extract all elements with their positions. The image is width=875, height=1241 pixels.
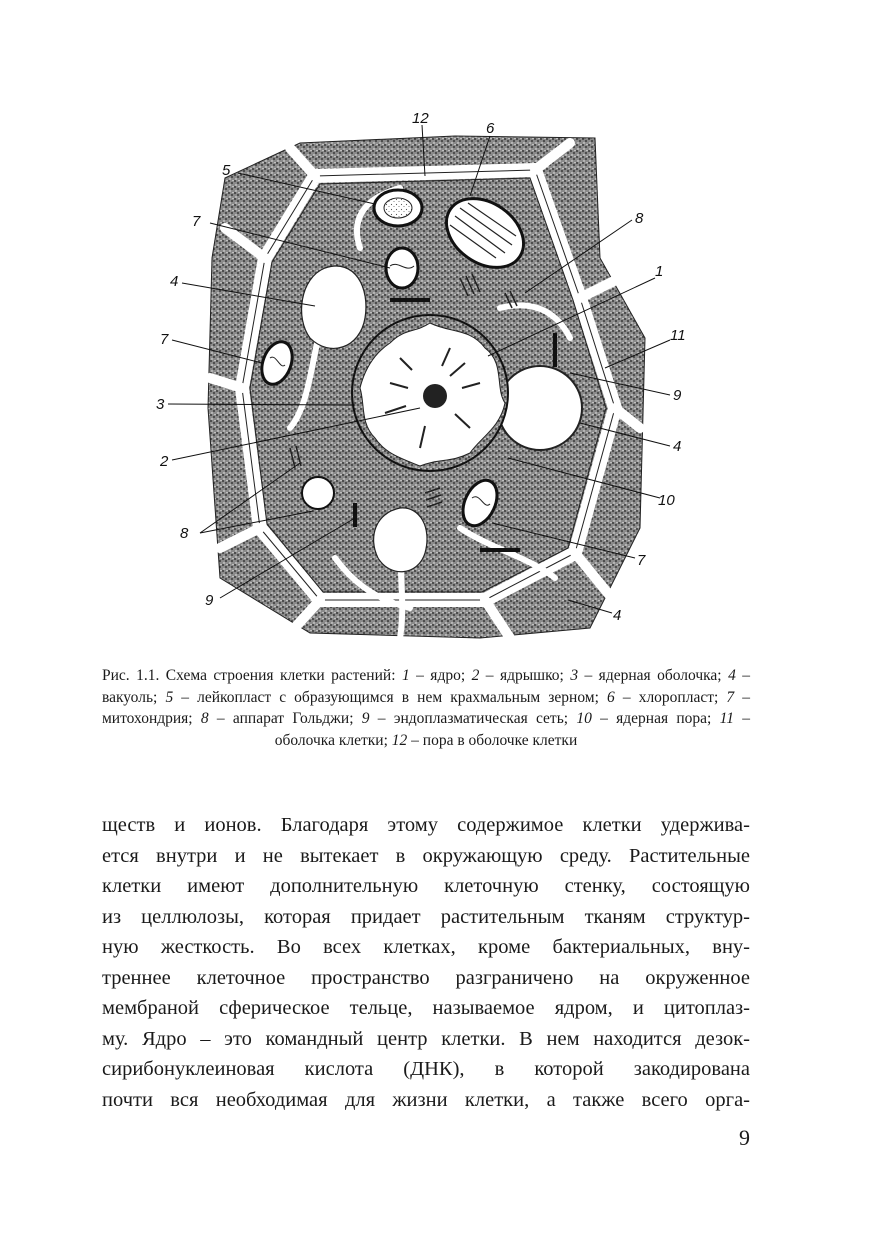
body-line: сирибонуклеиновая кислота (ДНК), в которой закодирована: [102, 1058, 750, 1080]
label-3: 3: [156, 396, 165, 413]
plant-cell-diagram: [150, 108, 710, 653]
label-8-top: 8: [635, 210, 644, 227]
label-10: 10: [658, 492, 675, 509]
caption-item-11: 11 – оболочка клетки;: [274, 710, 751, 749]
label-9-right: 9: [673, 387, 682, 404]
body-line: ществ и ионов. Благодаря этому содержимое клетки удержива-: [102, 814, 750, 836]
plant-cell-svg: [150, 108, 710, 653]
label-4-left: 4: [170, 273, 179, 290]
body-line: ную жесткость. Во всех клетках, кроме бактериальных, вну-: [102, 936, 750, 958]
nucleus: [352, 315, 508, 471]
caption-prefix: Рис. 1.1. Схема строения клетки растений:: [102, 667, 402, 684]
label-7-bottom: 7: [637, 552, 646, 569]
caption-item-3: 3 – ядерная оболочка;: [570, 667, 729, 684]
caption-item-7: 7 – митохондрия;: [102, 688, 751, 727]
caption-item-5: 5 – лейкопласт с образующимся в нем крахмальным зерном;: [165, 688, 607, 706]
label-1: 1: [655, 263, 664, 280]
figure-caption: [102, 665, 750, 751]
body-line: клетки имеют дополнительную клеточную стенку, состоящую: [102, 875, 750, 897]
label-6: 6: [486, 120, 495, 137]
leucoplast: [374, 190, 422, 226]
label-9-bottom: 9: [205, 592, 214, 609]
caption-item-8: 8 – аппарат Гольджи;: [200, 710, 362, 727]
caption-item-12: 12 – пора в оболочке клетки: [391, 731, 578, 749]
label-4-bottom: 4: [613, 607, 622, 624]
label-7-top: 7: [192, 213, 201, 230]
label-8-bottom: 8: [180, 525, 189, 542]
body-line: мембраной сферическое тельце, называемое ядром, и цитоплаз-: [102, 997, 750, 1019]
caption-item-9: 9 – эндоплазматическая сеть;: [361, 710, 577, 727]
body-line: из целлюлозы, которая придает растительным тканям структур-: [102, 905, 750, 928]
body-paragraph: [102, 810, 750, 1115]
golgi-vesicle: [302, 477, 334, 509]
vacuole-top: [302, 266, 366, 348]
caption-item-6: 6 – хлоропласт;: [607, 688, 727, 706]
label-12: 12: [412, 110, 429, 127]
label-7-left: 7: [160, 331, 169, 348]
vacuole-right: [498, 366, 582, 450]
caption-item-1: 1 – ядро;: [401, 667, 472, 684]
body-line: треннее клеточное пространство разграничено на окруженное: [102, 966, 750, 989]
label-5: 5: [222, 162, 231, 179]
label-11: 11: [670, 327, 686, 344]
caption-item-10: 10 – ядерная пора;: [576, 710, 720, 727]
caption-item-2: 2 – ядрышко;: [471, 667, 571, 684]
nucleolus: [423, 384, 447, 408]
body-line: ется внутри и не вытекает в окружающую среду. Растительные: [102, 844, 750, 867]
page-number: 9: [739, 1125, 750, 1150]
label-2: 2: [160, 453, 169, 470]
body-line: почти вся необходимая для жизни клетки, а также всего орга-: [102, 1088, 750, 1111]
label-4-right: 4: [673, 438, 682, 455]
body-line: му. Ядро – это командный центр клетки. В нем находится дезок-: [102, 1027, 750, 1050]
caption-item-4: 4 – вакуоль;: [102, 667, 750, 706]
vacuole-bottom: [374, 508, 427, 572]
